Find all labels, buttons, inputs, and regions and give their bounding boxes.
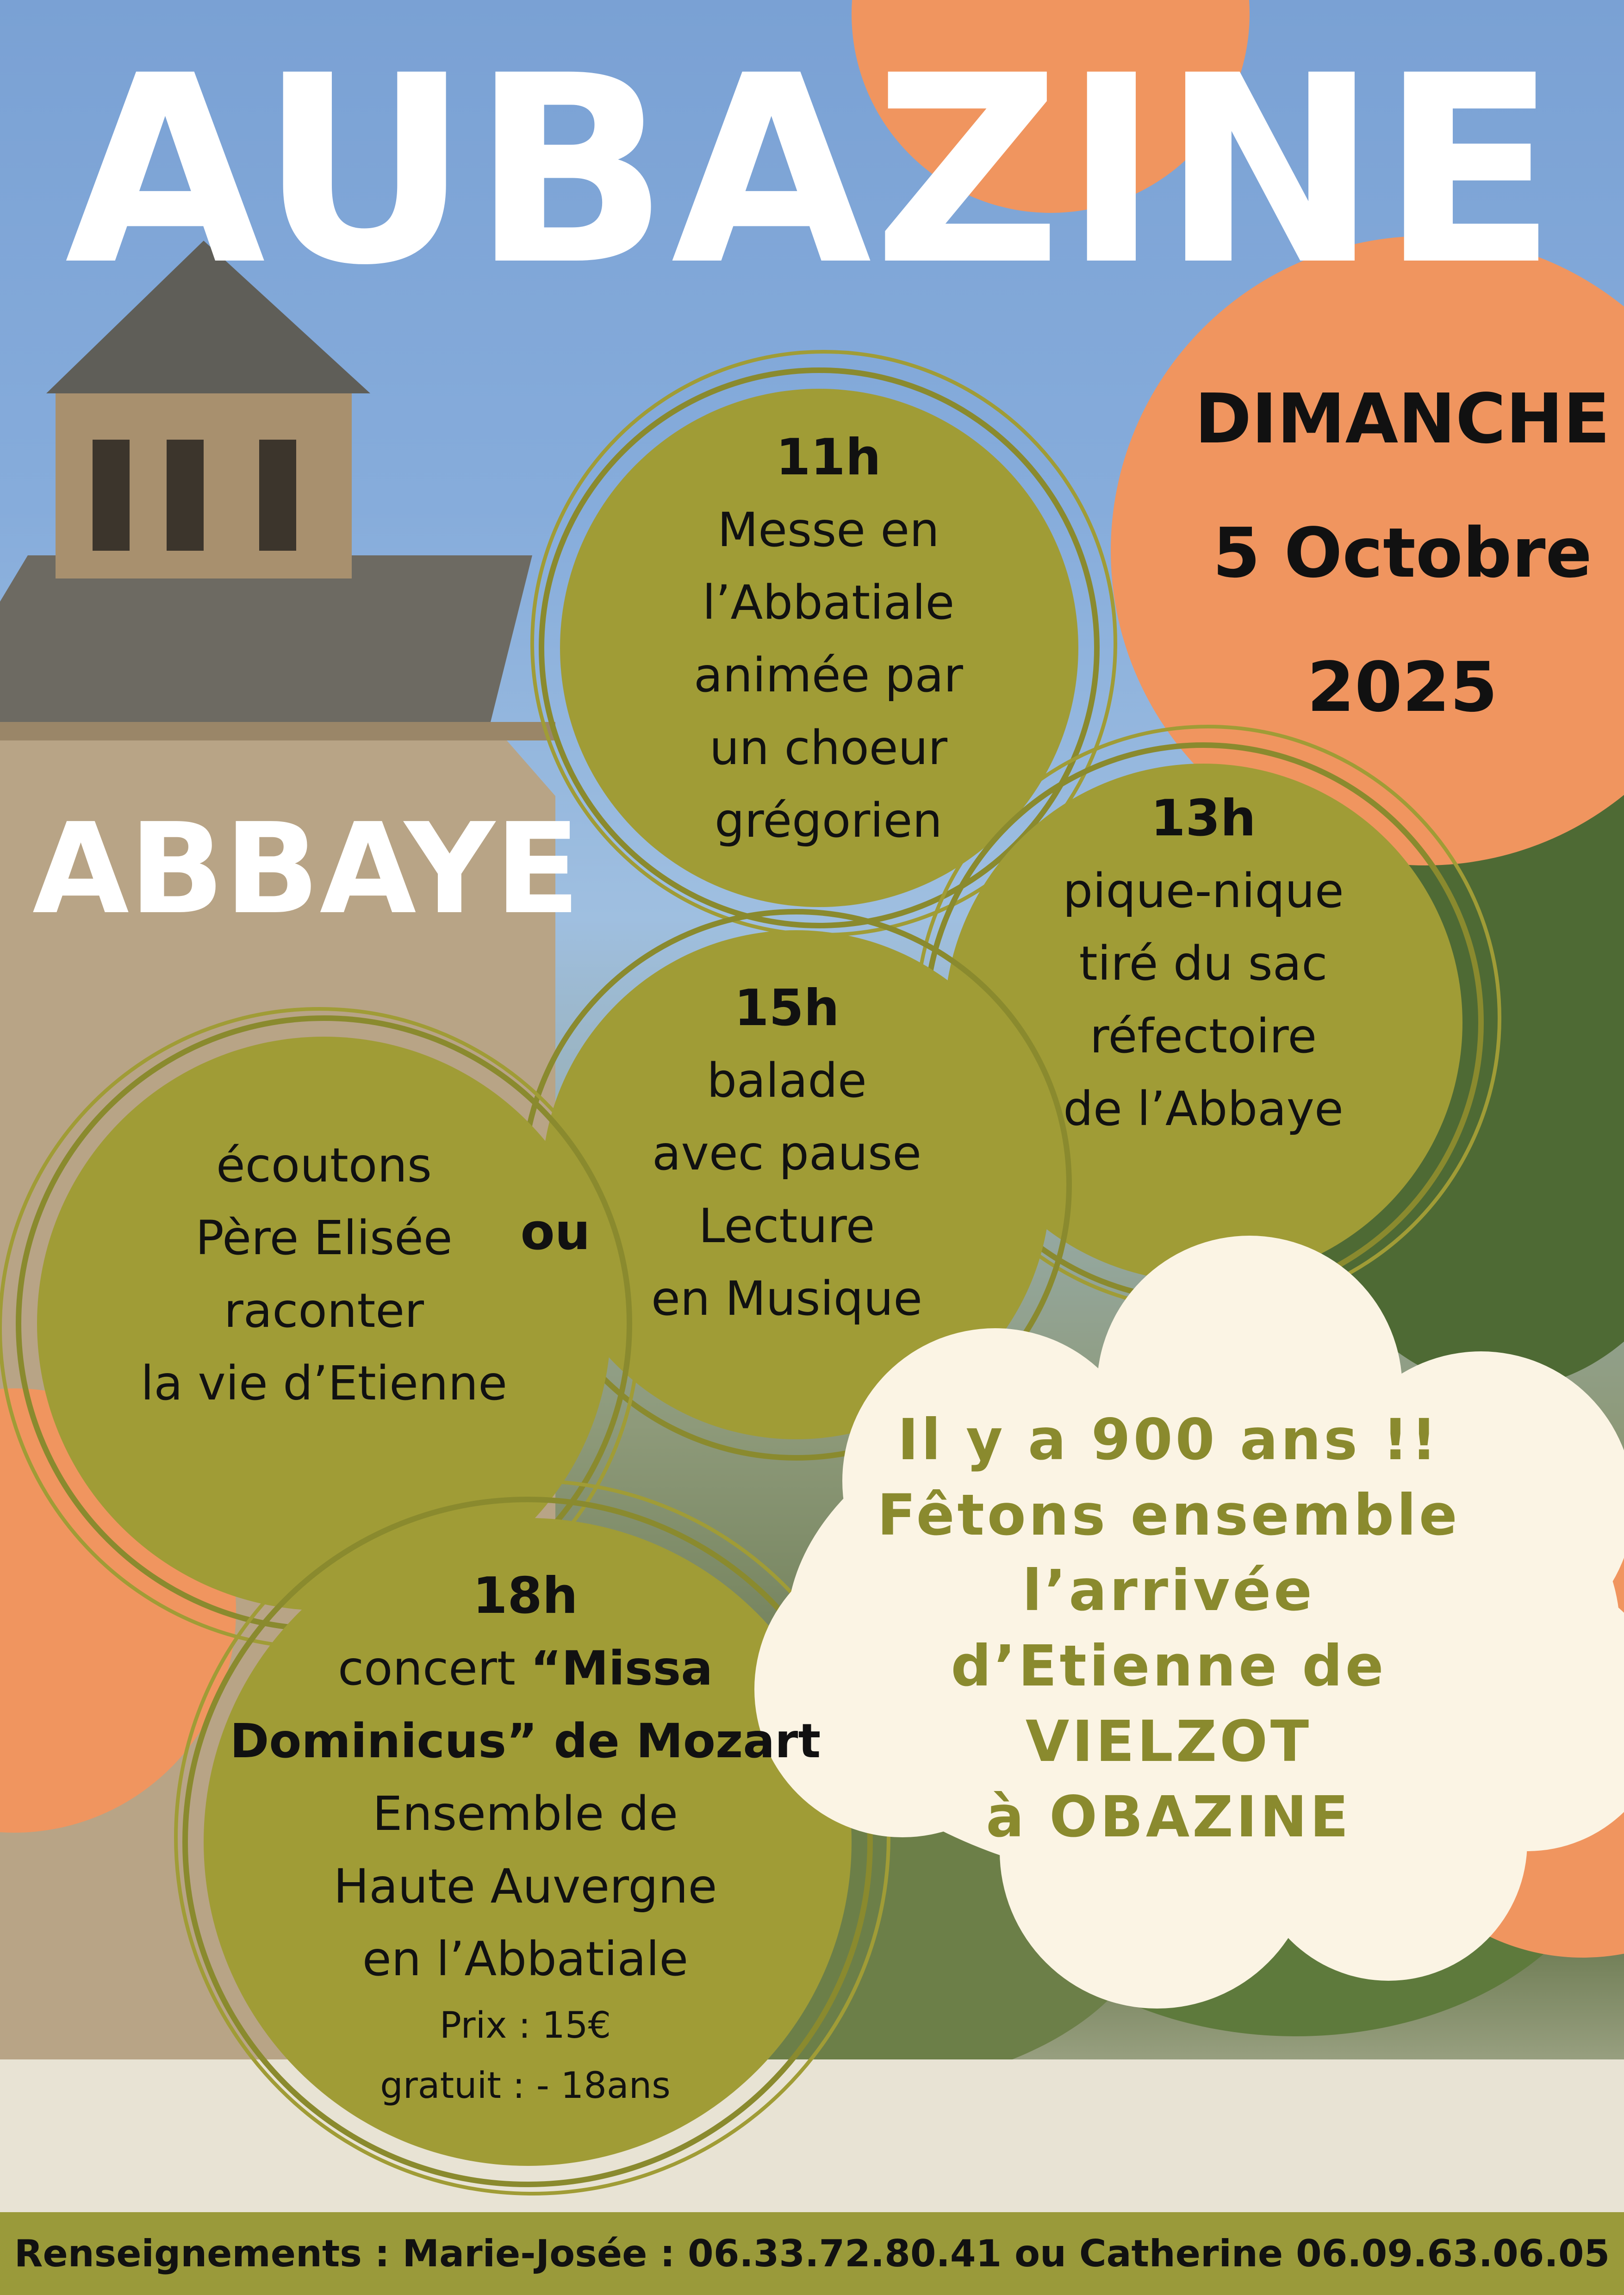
event-11h [643, 421, 1014, 857]
contact-info: Renseignements : Marie-Josée : 06.33.72.80.41 ou Catherine 06.09.63.06.05 [14, 2232, 1610, 2275]
concert-title-part-1: “Missa [530, 1641, 713, 1696]
event-line: Haute Auvergne [333, 1859, 717, 1914]
event-line: raconter [224, 1283, 424, 1338]
event-line: la vie d’Etienne [141, 1356, 507, 1411]
anniversary-line: Fêtons ensemble [877, 1482, 1460, 1548]
event-line: écoutons [216, 1138, 432, 1193]
event-line: de l’Abbaye [1063, 1082, 1344, 1137]
event-alternative [93, 1129, 555, 1420]
concert-prefix: concert [337, 1641, 531, 1696]
free-admission: gratuit : - 18ans [380, 2065, 671, 2107]
price: Prix : 15€ [439, 2005, 611, 2046]
event-line: Père Elisée [195, 1211, 453, 1266]
event-time: 13h [1151, 790, 1256, 847]
date-year: 2025 [1307, 647, 1498, 727]
concert-line [218, 1632, 833, 1705]
event-line: animée par [694, 648, 963, 703]
event-line: réfectoire [1089, 1009, 1317, 1064]
event-line: grégorien [714, 793, 943, 848]
event-line: balade [707, 1053, 867, 1108]
date-day: DIMANCHE [1195, 379, 1610, 459]
event-time: 11h [776, 429, 881, 486]
anniversary-line: l’arrivée [1022, 1558, 1315, 1623]
event-line: Messe en [717, 503, 940, 558]
event-line: pique-nique [1063, 864, 1344, 919]
event-line: tiré du sac [1079, 936, 1328, 991]
anniversary-line: à OBAZINE [986, 1784, 1351, 1850]
poster-title: AUBAZINE [65, 20, 1559, 322]
anniversary-line: VIELZOT [1025, 1709, 1312, 1774]
event-line: en Musique [651, 1271, 923, 1326]
event-line: en l’Abbatiale [362, 1932, 689, 1987]
event-line: Lecture [698, 1199, 875, 1254]
event-line: avec pause [652, 1126, 921, 1181]
event-13h [1018, 782, 1388, 1145]
event-18h [218, 1560, 833, 2116]
event-time: 15h [734, 979, 840, 1037]
anniversary-message [833, 1402, 1504, 1855]
concert-title-part-2: Dominicus” de Mozart [230, 1714, 821, 1769]
anniversary-line: Il y a 900 ans !! [897, 1407, 1440, 1473]
anniversary-line: d’Etienne de [951, 1633, 1387, 1699]
date-day-month: 5 Octobre [1213, 513, 1592, 593]
event-time: 18h [473, 1567, 578, 1625]
event-15h [606, 972, 967, 1335]
event-line: un choeur [709, 721, 948, 776]
poster-subtitle: ABBAYE [32, 796, 580, 942]
event-line: Ensemble de [372, 1786, 678, 1841]
or-connector: ou [520, 1203, 591, 1261]
event-date [1148, 352, 1624, 754]
event-line: l’Abbatiale [702, 575, 955, 630]
